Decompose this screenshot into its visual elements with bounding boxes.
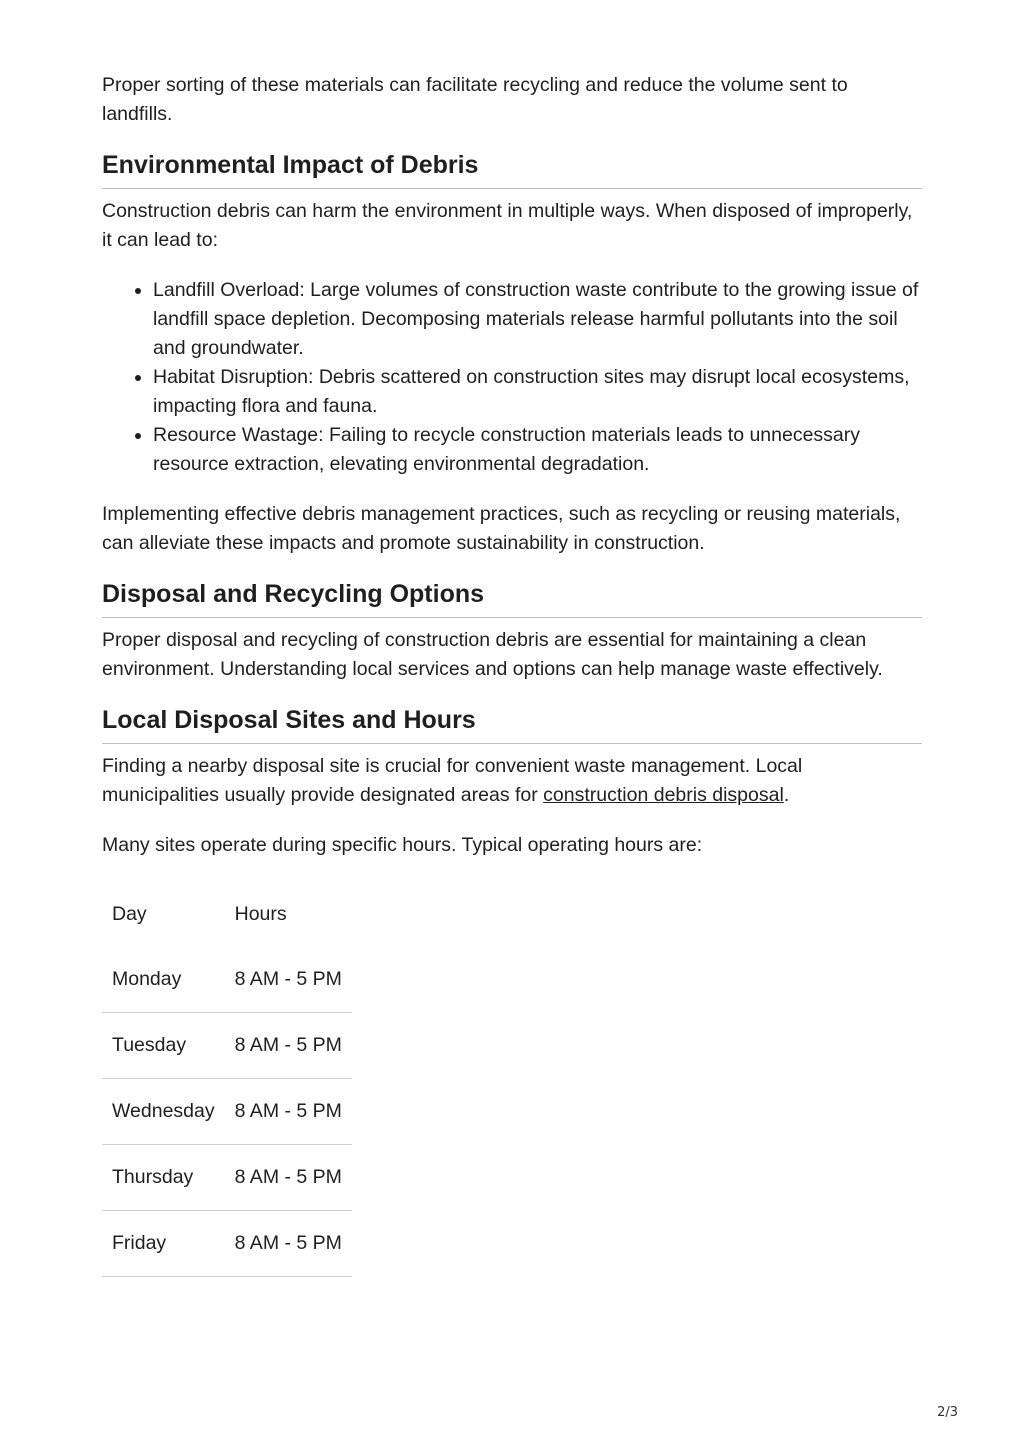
env-closing-paragraph: Implementing effective debris management practices, such as recycling or reusing materials, can alleviate these impacts and promote sustainability in construction. [102,503,901,554]
env-impact-list [102,276,922,479]
section-heading-environmental-impact: Environmental Impact of Debris [102,150,922,189]
document-body [102,71,922,1277]
table-row [102,947,352,1013]
construction-debris-disposal-link[interactable]: construction debris disposal [543,784,784,806]
section-heading-disposal-recycling: Disposal and Recycling Options [102,579,922,618]
day-cell: Thursday [102,1145,225,1211]
hours-cell: 8 AM - 5 PM [225,1211,352,1277]
table-row [102,1145,352,1211]
column-header-hours: Hours [234,902,287,925]
table-row [102,1079,352,1145]
env-intro-paragraph: Construction debris can harm the environment in multiple ways. When disposed of improperly, it can lead to: [102,200,913,251]
intro-paragraph: Proper sorting of these materials can facilitate recycling and reduce the volume sent to landfills. [102,74,848,125]
local-paragraph [102,752,922,810]
day-cell: Monday [102,947,225,1013]
list-item: • Resource Wastage: Failing to recycle construction materials leads to unnecessary resource extraction, elevating environmental degradation. [153,421,922,479]
day-cell: Wednesday [102,1079,225,1145]
local-text-before-link: Finding a nearby disposal site is crucial for convenient waste management. Local municipalities usually provide designated areas for [102,755,803,806]
hours-cell: 8 AM - 5 PM [225,1079,352,1145]
list-item: • Habitat Disruption: Debris scattered on construction sites may disrupt local ecosystems, impacting flora and fauna. [153,363,922,421]
disposal-paragraph: Proper disposal and recycling of construction debris are essential for maintaining a clean environment. Understanding local services and options can help manage waste effectively. [102,629,883,680]
table-row [102,1211,352,1277]
list-item: • Landfill Overload: Large volumes of construction waste contribute to the growing issue of landfill space depletion. Decomposing materials release harmful pollutants into the soil and groundwater. [153,276,922,363]
hours-cell: 8 AM - 5 PM [225,947,352,1013]
page-number: 2/3 [937,1405,958,1420]
day-cell: Tuesday [102,1013,225,1079]
hours-cell: 8 AM - 5 PM [225,1145,352,1211]
column-header-day: Day [112,902,147,925]
local-text-after-link: . [783,784,790,806]
table-row [102,1013,352,1079]
hours-intro-paragraph: Many sites operate during specific hours. Typical operating hours are: [102,834,703,856]
table-header-row [102,881,352,947]
section-heading-local-disposal: Local Disposal Sites and Hours [102,705,922,744]
operating-hours-table [102,881,352,1277]
hours-cell: 8 AM - 5 PM [225,1013,352,1079]
day-cell: Friday [102,1211,225,1277]
